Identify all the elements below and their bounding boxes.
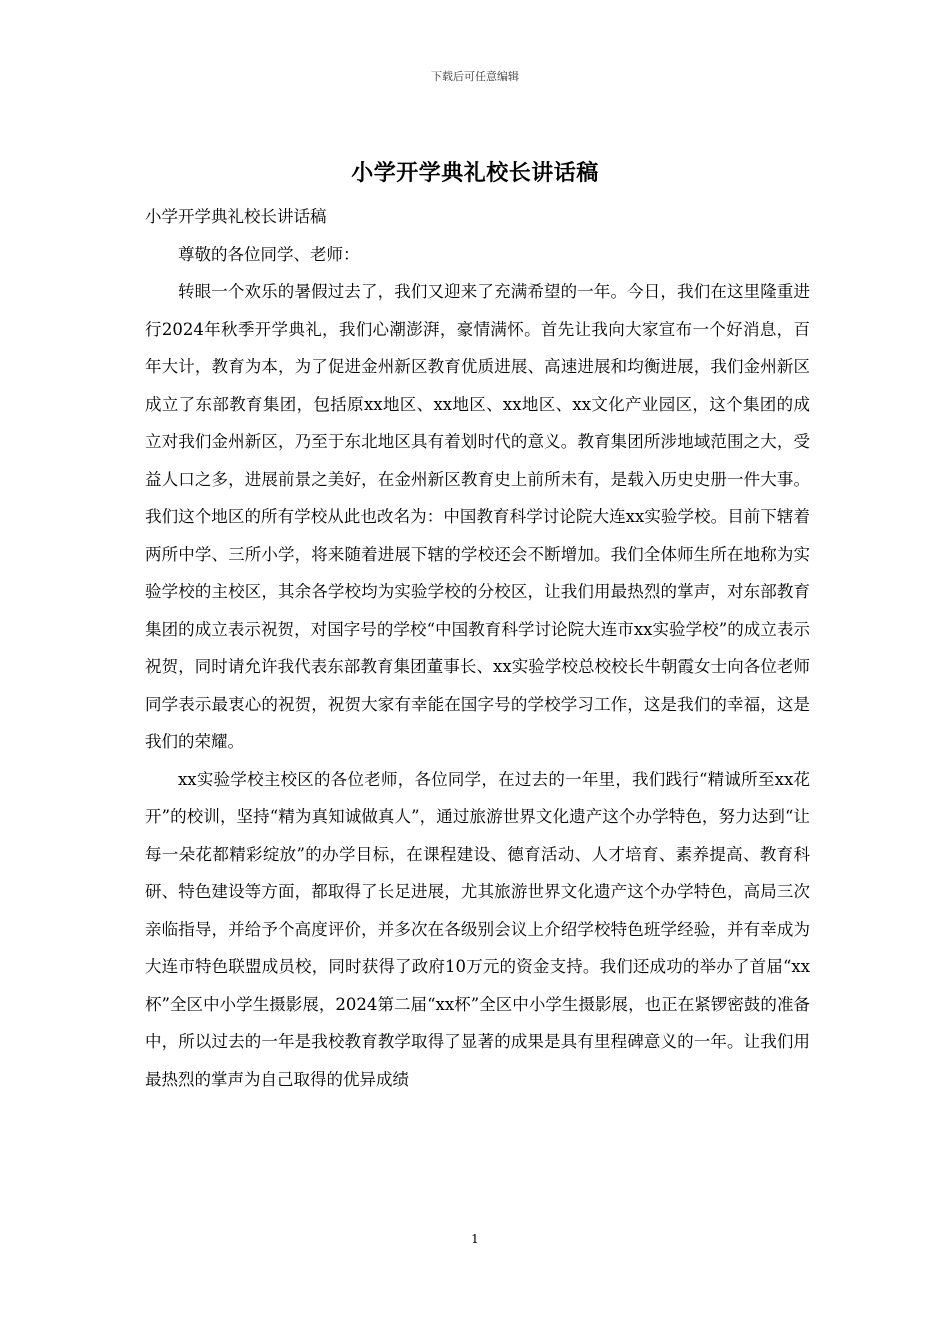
salutation: 尊敬的各位同学、老师：: [178, 244, 360, 264]
document-subtitle: 小学开学典礼校长讲话稿: [145, 207, 327, 226]
paragraph-1: 转眼一个欢乐的暑假过去了，我们又迎来了充满希望的一年。今日，我们在这里隆重进行2024年秋季开学典礼，我们心潮澎湃，豪情满怀。首先让我向大家宣布一个好消息，百年大计，教育为本，为了促进金州新区教育优质进展、高速进展和均衡进展，我们金州新区成立了东部教育集团，包括原xx地区、xx地区、xx地区、xx文化产业园区，这个集团的成立对我们金州新区，乃至于东北地区具有着划时代的意义。教育集团所涉地域范围之大，受益人口之多，进展前景之美好，在金州新区教育史上前所未有，是载入历史史册一件大事。我们这个地区的所有学校从此也改名为：中国教育科学讨论院大连xx实验学校。目前下辖着两所中学、三所小学，将来随着进展下辖的学校还会不断增加。我们全体师生所在地称为实验学校的主校区，其余各学校均为实验学校的分校区，让我们用最热烈的掌声，对东部教育集团的成立表示祝贺，对国字号的学校“中国教育科学讨论院大连市xx实验学校”的成立表示祝贺，同时请允许我代表东部教育集团董事长、xx实验学校总校校长牛朝霞女士向各位老师同学表示最衷心的祝贺，祝贺大家有幸能在国字号的学校学习工作，这是我们的幸福，这是我们的荣耀。: [145, 282, 810, 751]
document-body: [145, 198, 810, 1098]
document-title: 小学开学典礼校长讲话稿: [351, 160, 599, 186]
paragraph-2: xx实验学校主校区的各位老师，各位同学，在过去的一年里，我们践行“精诚所至xx花开”的校训，坚持“精为真知诚做真人”，通过旅游世界文化遗产这个办学特色，努力达到“让每一朵花都精彩绽放”的办学目标，在课程建设、德育活动、人才培育、素养提高、教育科研、特色建设等方面，都取得了长足进展，尤其旅游世界文化遗产这个办学特色，高局三次亲临指导，并给予个高度评价，并多次在各级别会议上介绍学校特色班学经验，并有幸成为大连市特色联盟成员校，同时获得了政府10万元的资金支持。我们还成功的举办了首届“xx杯”全区中小学生摄影展，2024第二届“xx杯”全区中小学生摄影展，也正在紧锣密鼓的准备中，所以过去的一年是我校教育教学取得了显著的成果是具有里程碑意义的一年。让我们用最热烈的掌声为自己取得的优异成绩: [145, 769, 810, 1089]
page-header: 下载后可任意编辑: [431, 70, 519, 83]
page-number: 1: [471, 1232, 479, 1246]
